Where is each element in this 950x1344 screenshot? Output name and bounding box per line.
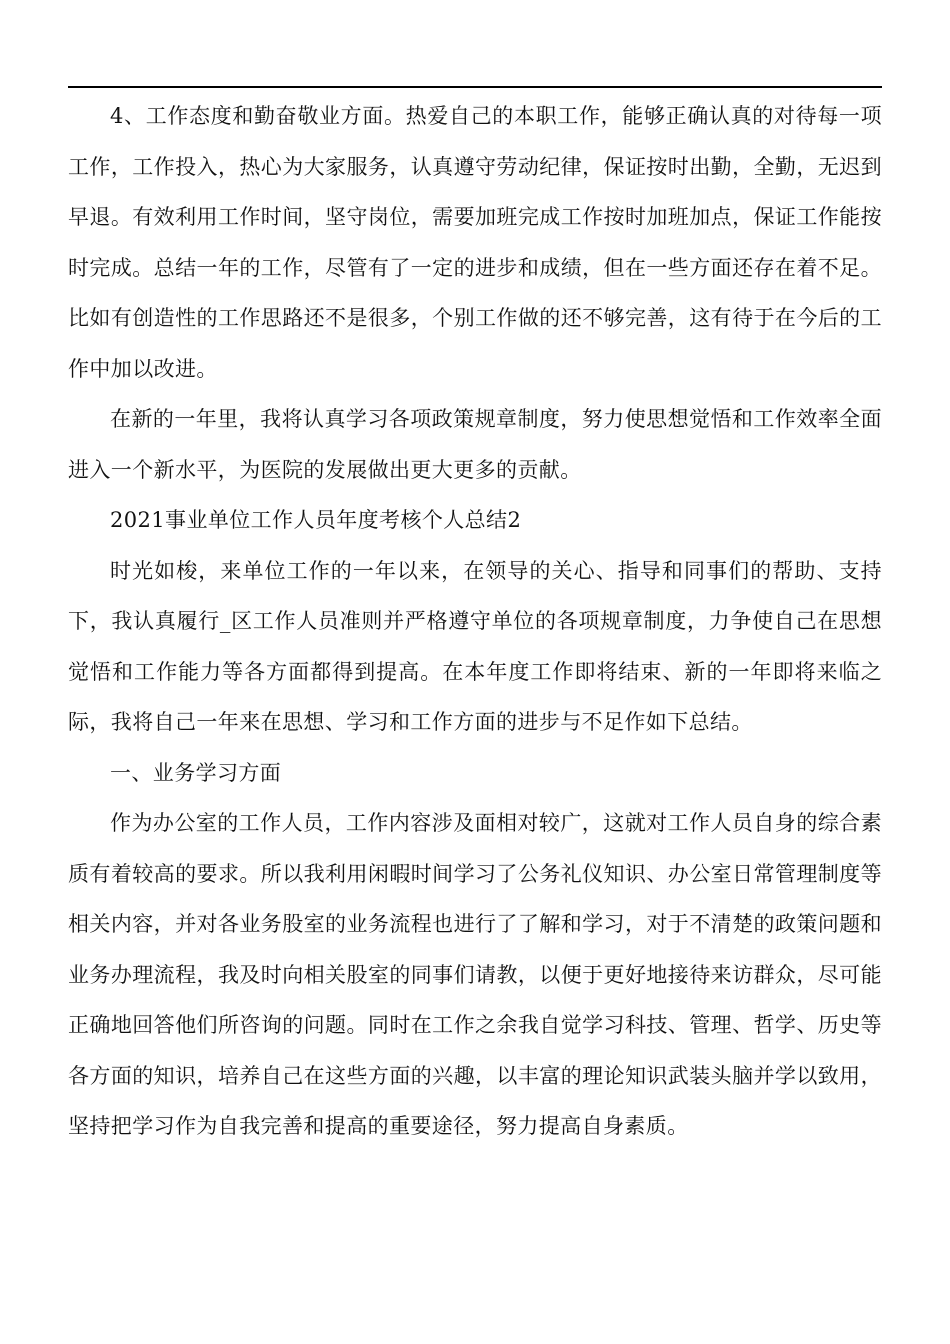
paragraph-work-attitude: 4、工作态度和勤奋敬业方面。热爱自己的本职工作，能够正确认真的对待每一项工作，工作投入，热心为大家服务，认真遵守劳动纪律，保证按时出勤，全勤，无迟到早退。有效利用工作时间，坚守岗位，需要加班完成工作按时加班加点，保证工作能按时完成。总结一年的工作，尽管有了一定的进步和成绩，但在一些方面还存在着不足。比如有创造性的工作思路还不是很多，个别工作做的还不够完善，这有待于在今后的工作中加以改进。 [68,104,882,381]
heading-business-study: 一、业务学习方面 [110,760,282,785]
document-body [68,91,882,1152]
paragraph-new-year-goal: 在新的一年里，我将认真学习各项政策规章制度，努力使思想觉悟和工作效率全面进入一个新水平，为医院的发展做出更大更多的贡献。 [68,407,882,482]
section-title-summary-2: 2021事业单位工作人员年度考核个人总结2 [110,508,522,532]
paragraph-business-study: 作为办公室的工作人员，工作内容涉及面相对较广，这就对工作人员自身的综合素质有着较高的要求。所以我利用闲暇时间学习了公务礼仪知识、办公室日常管理制度等相关内容，并对各业务股室的业务流程也进行了了解和学习，对于不清楚的政策问题和业务办理流程，我及时向相关股室的同事们请教，以便于更好地接待来访群众，尽可能正确地回答他们所咨询的问题。同时在工作之余我自觉学习科技、管理、哲学、历史等各方面的知识，培养自己在这些方面的兴趣，以丰富的理论知识武装头脑并学以致用，坚持把学习作为自我完善和提高的重要途径，努力提高自身素质。 [68,811,882,1138]
paragraph-introduction: 时光如梭，来单位工作的一年以来，在领导的关心、指导和同事们的帮助、支持下，我认真履行_区工作人员准则并严格遵守单位的各项规章制度，力争使自己在思想觉悟和工作能力等各方面都得到提高。在本年度工作即将结束、新的一年即将来临之际，我将自己一年来在思想、学习和工作方面的进步与不足作如下总结。 [68,558,882,734]
header-rule [68,86,882,88]
